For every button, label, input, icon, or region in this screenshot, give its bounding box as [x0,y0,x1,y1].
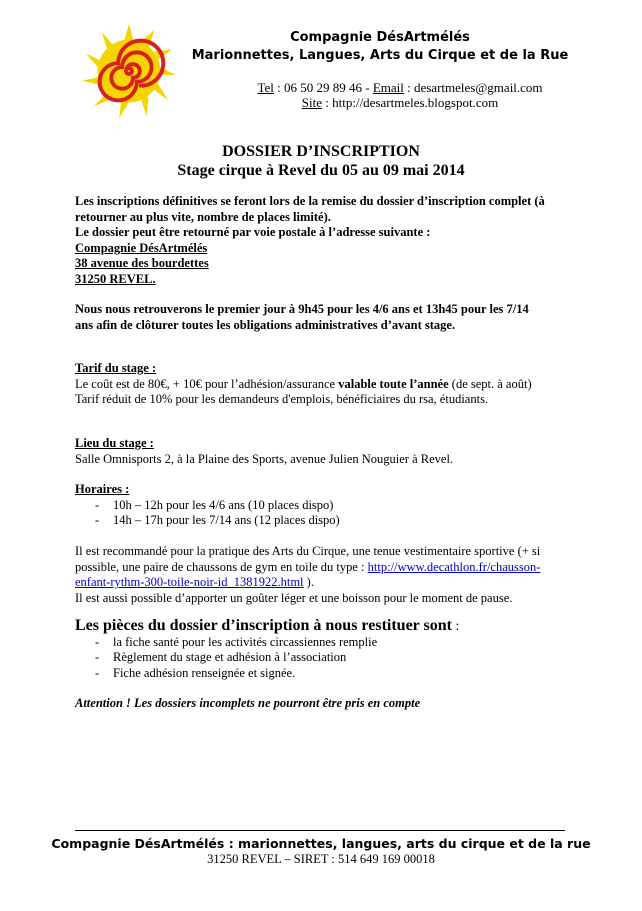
site-label: Site [301,95,323,110]
footer-siret: 31250 REVEL – SIRET : 514 649 169 00018 [207,852,435,866]
site-line [180,95,620,111]
piece-text: Fiche adhésion renseignée et signée. [113,665,296,680]
horaire-text: 14h – 17h pour les 7/14 ans (12 places dispo) [113,513,340,527]
address-line: 38 avenue des bourdettes [75,256,209,270]
email-label: Email [372,80,404,95]
company-name: Compagnie DésArtmélés [290,30,470,45]
tarif-text: (de sept. à août) [448,376,532,391]
tenue-line [75,575,575,591]
decathlon-link-continued[interactable]: enfant-rythm-300-toile-noir-id_1381922.html [75,575,304,589]
meeting-block [75,302,575,333]
pieces-heading-tail: : [451,619,460,634]
tarif-block [75,361,575,408]
document-title: DOSSIER D’INSCRIPTION [222,143,420,160]
sun-spiral-logo [80,22,178,120]
tenue-line: Il est aussi possible d’apporter un goûter léger et une boisson pour le moment de pause. [75,590,513,605]
address-line: Compagnie DésArtmélés [75,240,208,255]
address-line: 31250 REVEL. [75,271,156,286]
footer-company: Compagnie DésArtmélés : marionnettes, langues, arts du cirque et de la rue [51,836,591,851]
lieu-heading: Lieu du stage : [75,436,154,450]
pieces-block [75,618,575,681]
lieu-block [75,436,575,467]
lieu-line: Salle Omnisports 2, à la Plaine des Sports, avenue Julien Nouguier à Revel. [75,451,454,466]
intro-block [75,194,575,287]
tenue-text: possible, une paire de chaussons de gym en toile du type : [75,559,368,574]
list-item: - Règlement du stage et adhésion à l’association [95,650,347,664]
intro-line: Le dossier peut être retourné par voie postale à l’adresse suivante : [75,225,431,239]
contact-line [180,80,620,96]
tarif-line: Tarif réduit de 10% pour les demandeurs d'emplois, bénéficiaires du rsa, étudiants. [75,392,489,406]
meeting-line: Nous nous retrouverons le premier jour à 9h45 pour les 4/6 ans et 13h45 pour les 7/14 [75,302,529,316]
piece-text: la fiche santé pour les activités circassiennes remplie [113,634,378,649]
footer-divider [75,830,565,831]
piece-text: Règlement du stage et adhésion à l’association [113,650,347,664]
meeting-line: ans afin de clôturer toutes les obligations administratives d’avant stage. [75,317,456,332]
horaires-block [75,482,575,529]
tenue-line [75,560,575,576]
tel-value: : 06 50 29 89 46 - [273,80,373,95]
tarif-text: Le coût est de 80€, + 10€ pour l’adhésion/assurance [75,376,339,391]
tarif-heading: Tarif du stage : [75,361,157,375]
tenue-block [75,544,575,606]
document-subtitle: Stage cirque à Revel du 05 au 09 mai 2014 [177,162,465,179]
decathlon-link[interactable]: http://www.decathlon.fr/chausson- [367,559,541,574]
tarif-line [75,377,575,393]
intro-line: Les inscriptions définitives se feront lors de la remise du dossier d’inscription complet (à [75,194,545,208]
horaire-text: 10h – 12h pour les 4/6 ans (10 places dispo) [113,497,334,512]
email-value[interactable]: : desartmeles@gmail.com [403,80,543,95]
list-item: - 14h – 17h pour les 7/14 ans (12 places dispo) [95,513,340,527]
company-subtitle: Marionnettes, Langues, Arts du Cirque et de la Rue [191,48,569,63]
list-item: - Fiche adhésion renseignée et signée. [95,665,296,680]
list-item: - la fiche santé pour les activités circassiennes remplie [95,634,378,649]
tenue-text: ). [303,575,314,589]
intro-line: retourner au plus vite, nombre de places limité). [75,209,331,224]
tenue-line: Il est recommandé pour la pratique des Arts du Cirque, une tenue vestimentaire sportive (+ si [75,544,541,558]
horaires-heading: Horaires : [75,482,130,496]
list-item: - 10h – 12h pour les 4/6 ans (10 places dispo) [95,497,334,512]
tarif-valid-text: valable toute l’année [338,376,449,391]
pieces-heading: Les pièces du dossier d’inscription à nous restituer sont [75,617,452,634]
attention-note: Attention ! Les dossiers incomplets ne pourront être pris en compte [75,696,421,710]
site-value[interactable]: : http://desartmeles.blogspot.com [322,95,499,110]
tel-label: Tel [257,80,274,95]
